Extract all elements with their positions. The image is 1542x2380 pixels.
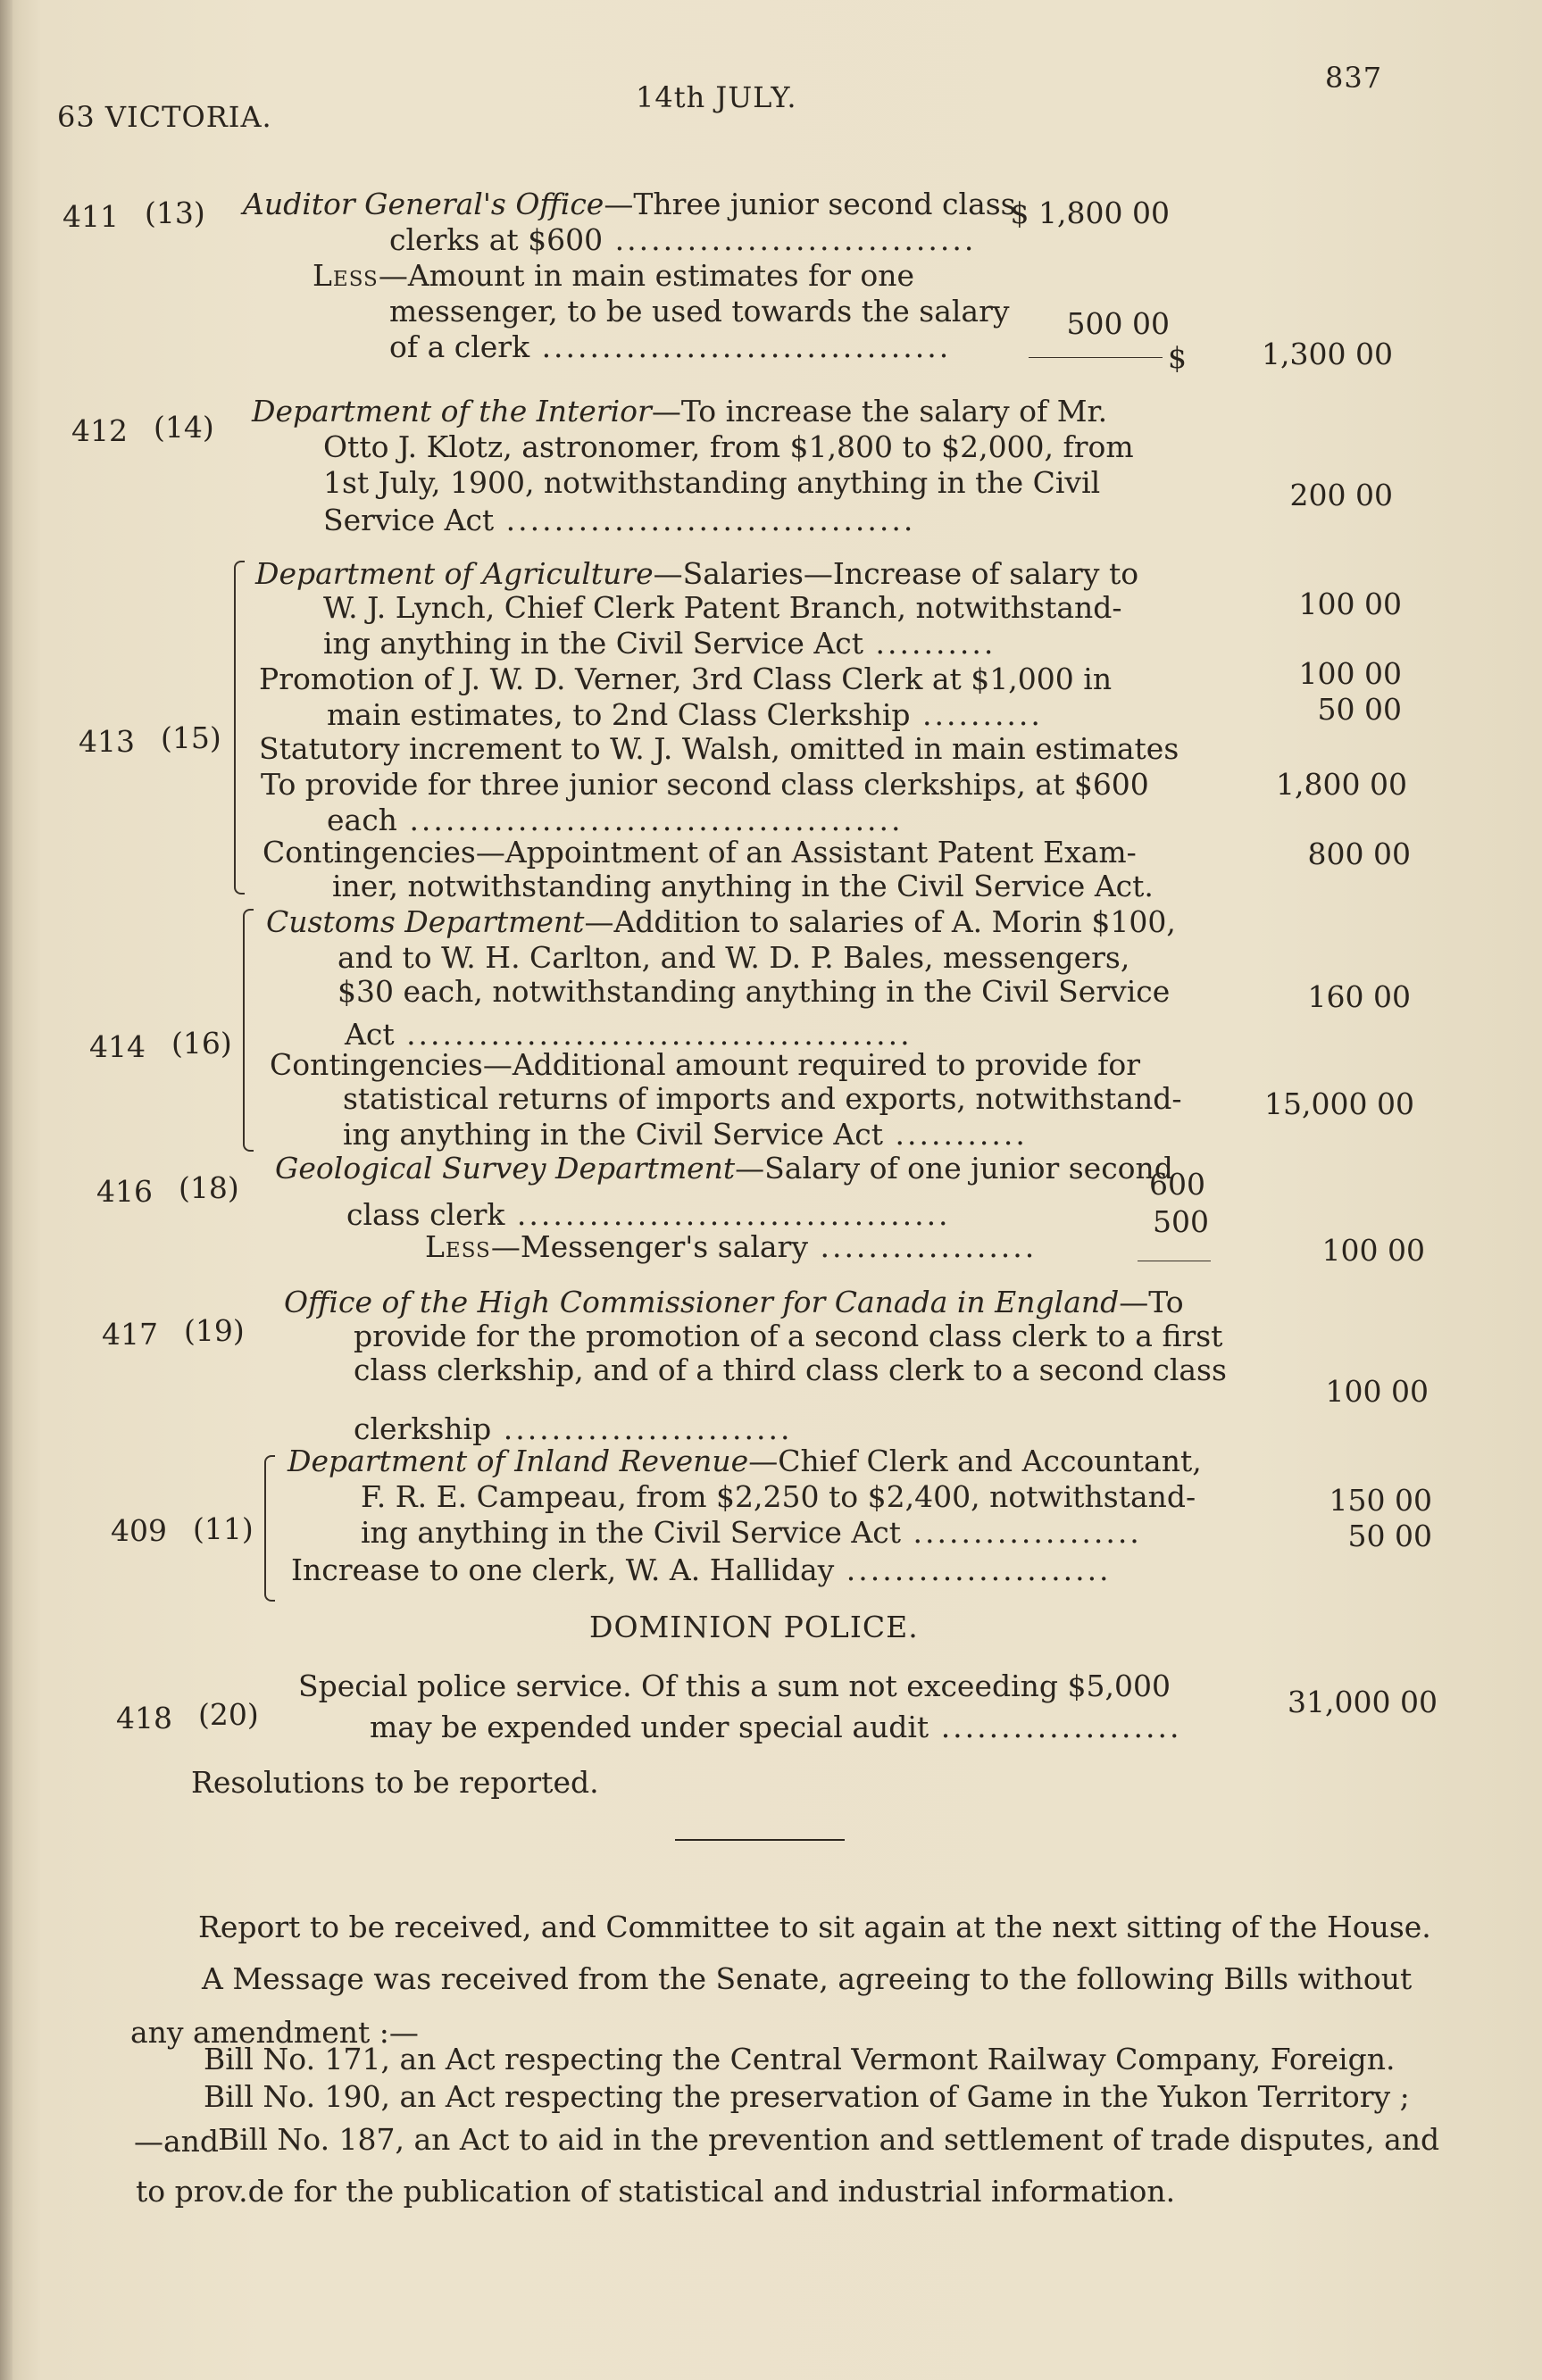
item-line: Service Act ..................................: [323, 503, 916, 537]
item-amount: 1,300 00: [1262, 337, 1393, 371]
item-line: $30 each, notwithstanding anything in the Civil Service: [338, 974, 1171, 1009]
item-line: Special police service. Of this a sum not exceeding $5,000: [298, 1668, 1171, 1703]
item-ref: (15): [161, 720, 221, 755]
subtotal-rule: [1029, 357, 1163, 358]
item-amount: 160 00: [1307, 979, 1411, 1014]
message-line: any amendment :—: [130, 2015, 419, 2050]
header-date: 14th JULY.: [636, 80, 797, 114]
item-number: 413: [79, 724, 135, 759]
inner-amount: 500 00: [1066, 306, 1170, 341]
item-line: Less—Messenger's salary ..................: [425, 1229, 1038, 1264]
item-line: ing anything in the Civil Service Act ...........: [343, 1117, 1028, 1152]
item-number: 418: [116, 1701, 172, 1735]
bill-187-line: Bill No. 187, an Act to aid in the prevention and settlement of trade disputes, and: [218, 2122, 1440, 2157]
item-line: clerks at $600 ..............................: [389, 222, 977, 257]
bill-187-line-2: to prov.de for the publication of statistical and industrial information.: [136, 2174, 1176, 2209]
item-line: 1st July, 1900, notwithstanding anything in the Civil: [323, 465, 1101, 500]
item-amount: 1,800 00: [1276, 767, 1407, 802]
item-line: Customs Department—Addition to salaries of A. Morin $100,: [266, 904, 1176, 939]
item-line: Department of Inland Revenue—Chief Clerk and Accountant,: [288, 1444, 1202, 1478]
report-line: Report to be received, and Committee to sit again at the next sitting of the House.: [198, 1910, 1431, 1944]
item-line: Geological Survey Department—Salary of one junior second: [275, 1151, 1173, 1186]
department-name: Auditor General's Office: [243, 187, 604, 221]
separator-rule: [675, 1839, 845, 1841]
item-amount: 15,000 00: [1264, 1086, 1414, 1121]
item-line: Office of the High Commissioner for Canada in England—To: [284, 1285, 1184, 1319]
item-line: To provide for three junior second class clerkships, at $600: [261, 767, 1149, 802]
bill-190-line: Bill No. 190, an Act respecting the preservation of Game in the Yukon Territory ;: [204, 2079, 1410, 2114]
item-number: 416: [96, 1174, 153, 1209]
item-line: may be expended under special audit ....................: [370, 1710, 1182, 1744]
and-line: —and: [134, 2124, 220, 2159]
item-line: ing anything in the Civil Service Act ..........: [323, 626, 996, 661]
page-number: 837: [1325, 61, 1383, 95]
item-line: class clerk ....................................: [346, 1197, 951, 1232]
item-line: iner, notwithstanding anything in the Civil Service Act.: [332, 869, 1154, 903]
item-number: 417: [102, 1317, 158, 1352]
item-number: 414: [89, 1029, 146, 1064]
item-line: statistical returns of imports and exports, notwithstand-: [343, 1081, 1182, 1116]
item-amount: 50 00: [1317, 692, 1402, 727]
item-number: 411: [63, 199, 119, 234]
item-line: Statutory increment to W. J. Walsh, omitted in main estimates: [259, 731, 1179, 766]
item-line: main estimates, to 2nd Class Clerkship ..........: [327, 697, 1043, 732]
resolutions-line: Resolutions to be reported.: [191, 1765, 599, 1800]
dollar-sign: $: [1168, 340, 1187, 375]
item-amount: 150 00: [1329, 1483, 1432, 1518]
item-ref: (16): [171, 1026, 232, 1061]
item-line: of a clerk ..................................: [389, 329, 952, 364]
item-line: Otto J. Klotz, astronomer, from $1,800 to $2,000, from: [323, 429, 1134, 464]
item-ref: (11): [193, 1511, 254, 1546]
item-number: 412: [71, 413, 128, 448]
item-ref: (20): [198, 1697, 259, 1732]
brace: [264, 1455, 275, 1602]
page-spine-shadow: [0, 0, 13, 2380]
item-amount: 800 00: [1307, 836, 1411, 871]
item-line: Promotion of J. W. D. Verner, 3rd Class Clerk at $1,000 in: [259, 662, 1113, 696]
item-line: Less—Amount in main estimates for one: [313, 258, 915, 293]
item-amount: 200 00: [1289, 478, 1393, 512]
item-line: Contingencies—Additional amount required to provide for: [270, 1047, 1140, 1082]
item-ref: (14): [154, 410, 214, 445]
item-amount: 100 00: [1298, 656, 1402, 691]
item-number: 409: [111, 1513, 167, 1548]
item-line: each .........................................: [327, 803, 904, 837]
inner-amount: 500: [1153, 1204, 1209, 1239]
item-ref: (19): [184, 1313, 245, 1348]
item-line: F. R. E. Campeau, from $2,250 to $2,400, notwithstand-: [361, 1479, 1196, 1514]
item-amount: 100 00: [1325, 1374, 1429, 1409]
item-line: ing anything in the Civil Service Act ...................: [361, 1515, 1142, 1550]
item-ref: (18): [179, 1170, 239, 1205]
item-line: W. J. Lynch, Chief Clerk Patent Branch, notwithstand-: [323, 590, 1122, 625]
item-line: messenger, to be used towards the salary: [389, 294, 1010, 329]
inner-amount: $ 1,800 00: [1010, 196, 1170, 230]
header-session: 63 VICTORIA.: [57, 100, 272, 134]
item-amount: 31,000 00: [1288, 1685, 1438, 1719]
item-line: Department of the Interior—To increase the salary of Mr.: [252, 394, 1108, 429]
item-line: Department of Agriculture—Salaries—Increase of salary to: [255, 556, 1139, 591]
item-line: class clerkship, and of a third class clerk to a second class: [354, 1352, 1227, 1387]
item-line: Contingencies—Appointment of an Assistant Patent Exam-: [263, 835, 1137, 870]
brace: [243, 909, 254, 1152]
bill-171-line: Bill No. 171, an Act respecting the Central Vermont Railway Company, Foreign.: [204, 2042, 1396, 2076]
item-line: and to W. H. Carlton, and W. D. P. Bales, messengers,: [338, 940, 1130, 975]
item-line: Increase to one clerk, W. A. Halliday ......................: [291, 1552, 1112, 1587]
inner-amount: 600: [1149, 1167, 1205, 1202]
item-line: Auditor General's Office—Three junior second class: [243, 187, 1016, 221]
item-line: provide for the promotion of a second class clerk to a first: [354, 1319, 1223, 1353]
item-amount: 50 00: [1347, 1519, 1432, 1553]
item-amount: 100 00: [1298, 587, 1402, 621]
item-amount: 100 00: [1321, 1233, 1425, 1268]
item-ref: (13): [145, 196, 205, 230]
section-heading: DOMINION POLICE.: [589, 1610, 919, 1644]
brace: [234, 561, 245, 895]
item-line: clerkship ........................: [354, 1411, 793, 1446]
message-line: A Message was received from the Senate, agreeing to the following Bills without: [202, 1961, 1413, 1996]
item-line: Act ..........................................: [345, 1017, 913, 1052]
